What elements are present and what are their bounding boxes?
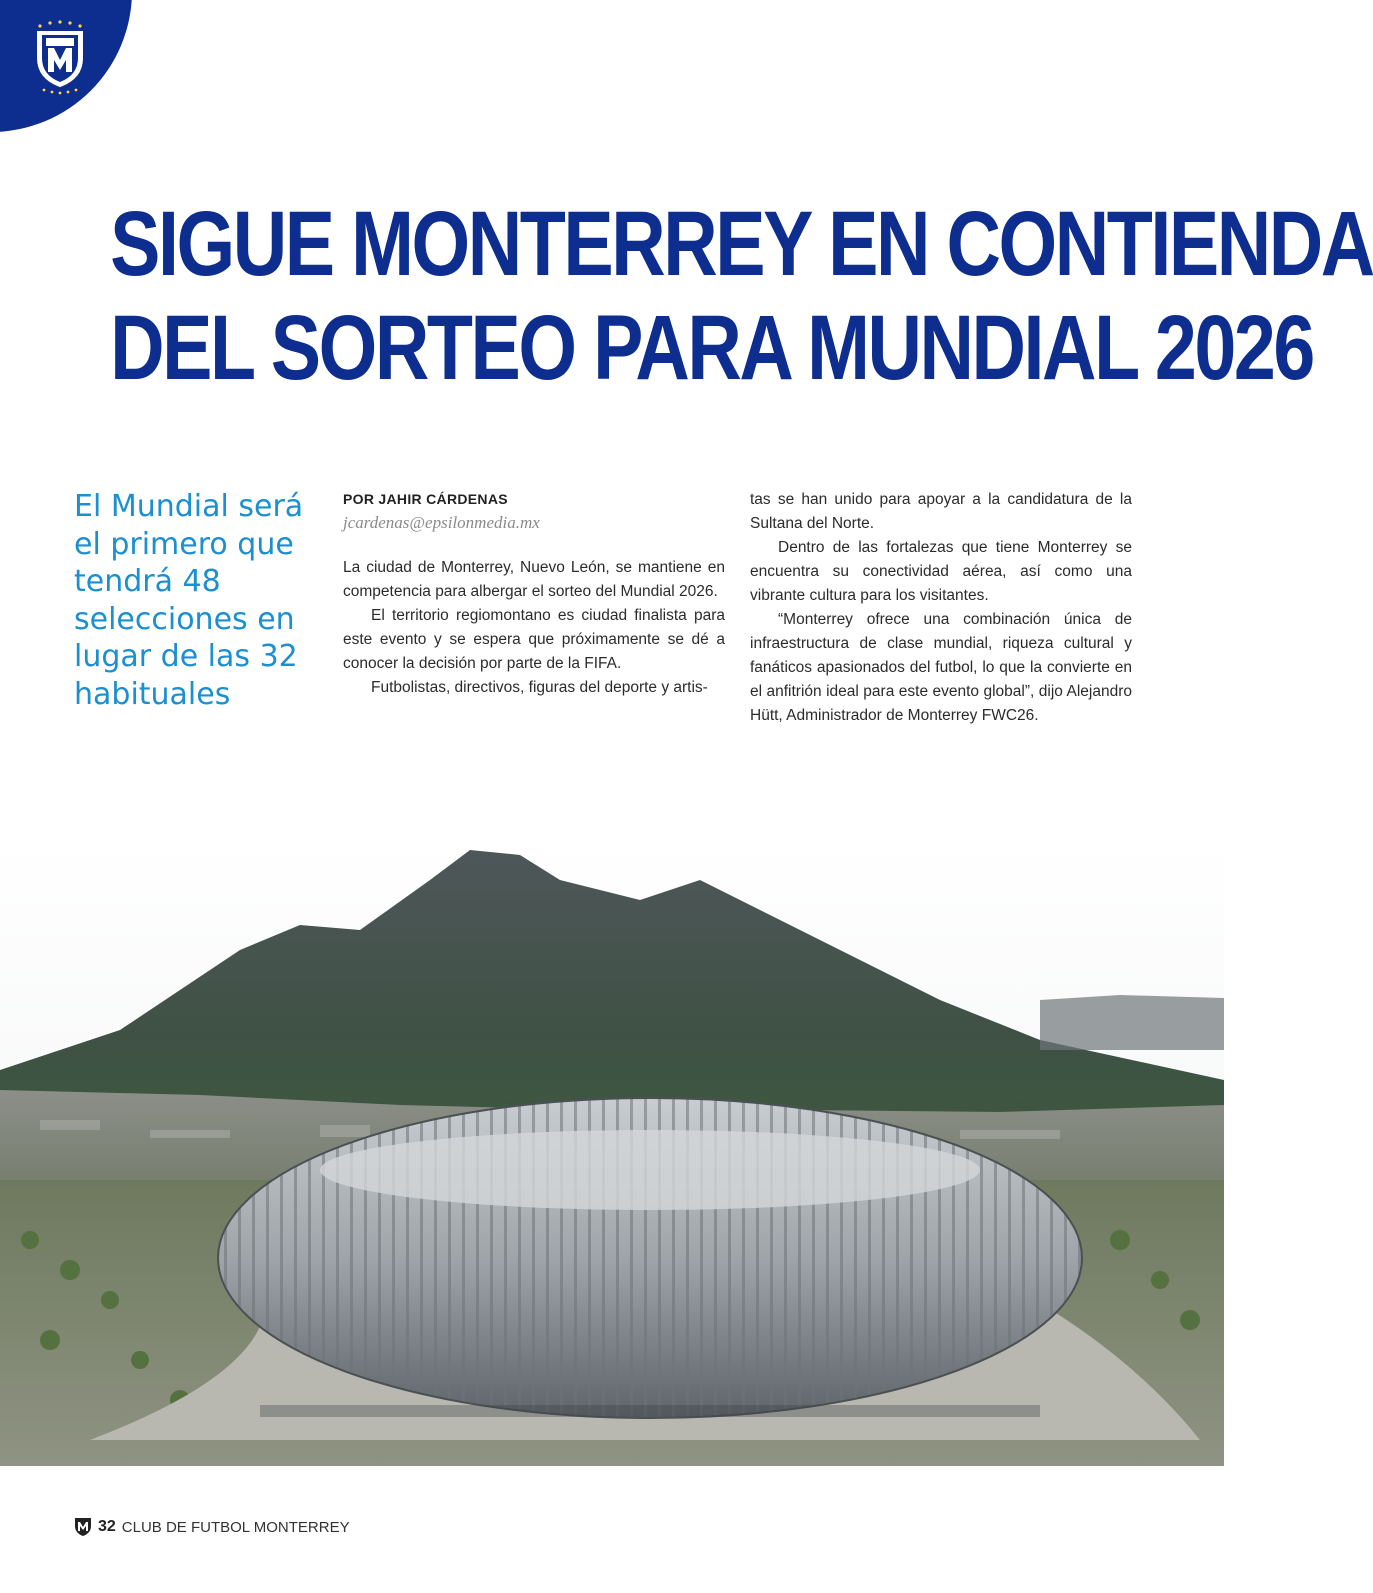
headline <box>110 192 1373 400</box>
headline-line-2: DEL SORTEO PARA MUNDIAL 2026 <box>110 297 1313 399</box>
article-column-2 <box>750 488 1132 728</box>
stadium-illustration <box>0 840 1224 1466</box>
publication-name: CLUB DE FUTBOL MONTERREY <box>121 1518 350 1536</box>
paragraph: El territorio regiomontano es ciudad finalista para este evento y se espera que próximamente se dé a conocer la decisión por parte de la FIFA. <box>343 607 725 672</box>
byline: POR JAHIR CÁRDENAS <box>343 491 508 507</box>
stadium-photo <box>0 840 1224 1466</box>
headline-line-1: SIGUE MONTERREY EN CONTIENDA <box>110 193 1373 295</box>
paragraph: “Monterrey ofrece una combinación única de infraestructura de clase mundial, riqueza cultural y fanáticos apasionados del futbol, lo que la convierte en el anfitrión ideal para este evento global”, dijo Alejandro Hütt, Administrador de Monterrey FWC26. <box>750 611 1132 724</box>
paragraph: La ciudad de Monterrey, Nuevo León, se mantiene en competencia para albergar el sorteo del Mundial 2026. <box>343 559 725 600</box>
page-number: 32 <box>98 1518 116 1535</box>
article-column-1 <box>343 488 725 700</box>
paragraph: tas se han unido para apoyar a la candidatura de la Sultana del Norte. <box>750 491 1132 532</box>
page-footer <box>74 1515 350 1539</box>
pull-quote: El Mundial será el primero que tendrá 48 selecciones en lugar de las 32 habituales <box>74 489 304 712</box>
rayados-mini-crest-icon <box>74 1517 92 1537</box>
paragraph: Futbolistas, directivos, figuras del deporte y artis- <box>371 679 708 696</box>
paragraph: Dentro de las fortalezas que tiene Monterrey se encuentra su conectividad aérea, así como una vibrante cultura para los visitantes. <box>750 539 1132 604</box>
author-email: jcardenas@epsilonmedia.mx <box>343 513 540 532</box>
monterrey-crest-icon <box>30 20 90 94</box>
